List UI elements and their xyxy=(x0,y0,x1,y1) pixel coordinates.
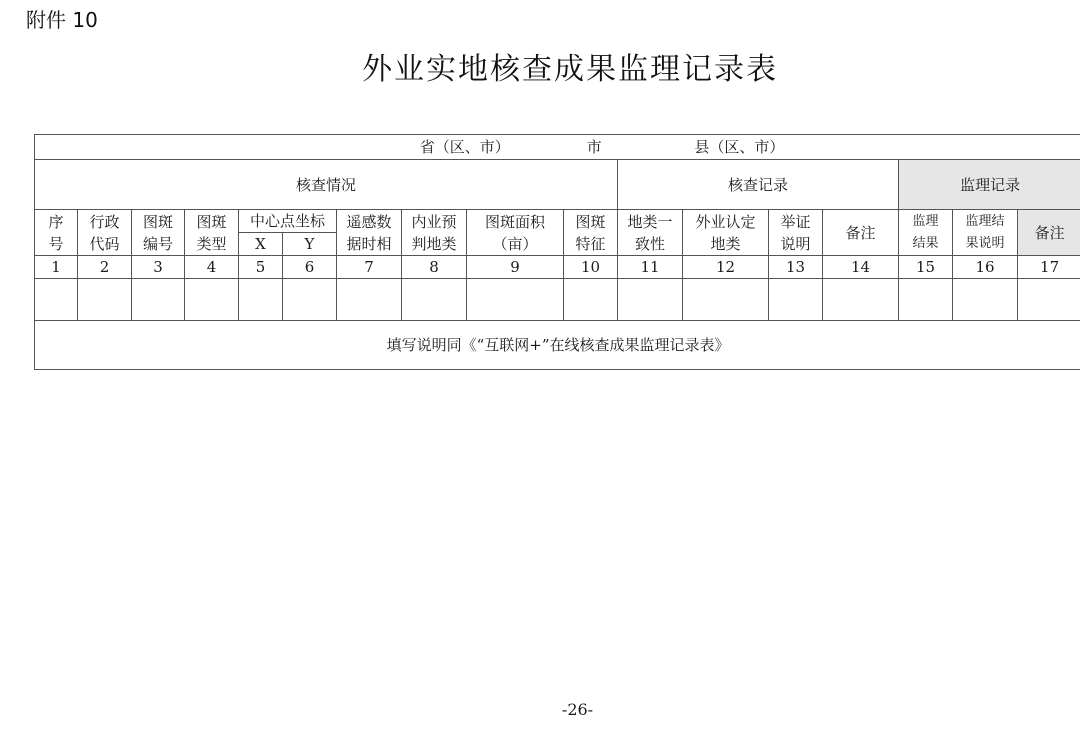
entry-cell[interactable] xyxy=(337,279,402,321)
entry-cell[interactable] xyxy=(78,279,132,321)
column-number: 11 xyxy=(618,256,683,279)
col-patch-area-header: 图斑面积 （亩） xyxy=(467,210,564,256)
entry-cell[interactable] xyxy=(283,279,337,321)
column-number: 16 xyxy=(953,256,1018,279)
column-number: 14 xyxy=(823,256,899,279)
entry-cell[interactable] xyxy=(953,279,1018,321)
col-admin-code-header: 行政 代码 xyxy=(78,210,132,256)
col-serial-header: 序 号 xyxy=(35,210,78,256)
entry-cell[interactable] xyxy=(132,279,185,321)
column-number: 3 xyxy=(132,256,185,279)
entry-cell[interactable] xyxy=(185,279,239,321)
col-supervision-remarks-header: 备注 xyxy=(1018,210,1080,256)
col-remarks-header: 备注 xyxy=(823,210,899,256)
col-supervision-result-header: 监理 结果 xyxy=(899,210,953,256)
col-patch-id-header: 图斑 编号 xyxy=(132,210,185,256)
column-number: 13 xyxy=(769,256,823,279)
entry-cell[interactable] xyxy=(823,279,899,321)
column-number: 9 xyxy=(467,256,564,279)
group-inspection-situation: 核查情况 xyxy=(35,160,618,210)
col-landtype-consistency-header: 地类一 致性 xyxy=(618,210,683,256)
col-patch-type-header: 图斑 类型 xyxy=(185,210,239,256)
entry-cell[interactable] xyxy=(899,279,953,321)
document-title: 外业实地核查成果监理记录表 xyxy=(362,52,778,87)
column-number: 7 xyxy=(337,256,402,279)
column-header-row-1 xyxy=(35,210,1080,233)
column-number: 15 xyxy=(899,256,953,279)
col-imagery-date-header: 遥感数 据时相 xyxy=(337,210,402,256)
entry-cell[interactable] xyxy=(35,279,78,321)
footnote-text: 填写说明同《“互联网+”在线核查成果监理记录表》 xyxy=(35,321,1080,370)
supervision-record-table xyxy=(34,134,1080,370)
column-number: 1 xyxy=(35,256,78,279)
column-number: 10 xyxy=(564,256,618,279)
column-number: 6 xyxy=(283,256,337,279)
entry-cell[interactable] xyxy=(402,279,467,321)
column-number: 17 xyxy=(1018,256,1080,279)
column-number: 5 xyxy=(239,256,283,279)
col-evidence-note-header: 举证 说明 xyxy=(769,210,823,256)
column-number: 12 xyxy=(683,256,769,279)
attachment-label: 附件 10 xyxy=(26,8,98,32)
entry-cell[interactable] xyxy=(564,279,618,321)
region-row xyxy=(35,135,1080,160)
column-number: 2 xyxy=(78,256,132,279)
entry-cell[interactable] xyxy=(618,279,683,321)
entry-cell[interactable] xyxy=(467,279,564,321)
city-field: 市 xyxy=(586,138,602,156)
group-header-row xyxy=(35,160,1080,210)
footnote-row xyxy=(35,321,1080,370)
province-field: 省（区、市） xyxy=(419,138,510,156)
region-cell xyxy=(35,135,1080,160)
col-field-landtype-header: 外业认定 地类 xyxy=(683,210,769,256)
entry-cell[interactable] xyxy=(683,279,769,321)
col-supervision-result-note-header: 监理结 果说明 xyxy=(953,210,1018,256)
col-predicted-landtype-header: 内业预 判地类 xyxy=(402,210,467,256)
page-number: -26- xyxy=(561,700,594,719)
county-field: 县（区、市） xyxy=(694,138,785,156)
col-y-header: Y xyxy=(283,233,337,256)
entry-cell[interactable] xyxy=(239,279,283,321)
column-number: 8 xyxy=(402,256,467,279)
group-inspection-record: 核查记录 xyxy=(618,160,899,210)
col-center-coordinates-header: 中心点坐标 xyxy=(239,210,337,233)
col-patch-feature-header: 图斑 特征 xyxy=(564,210,618,256)
blank-entry-row xyxy=(35,279,1080,321)
entry-cell[interactable] xyxy=(769,279,823,321)
col-x-header: X xyxy=(239,233,283,256)
group-supervision-record: 监理记录 xyxy=(899,160,1080,210)
column-number-row xyxy=(35,256,1080,279)
column-number: 4 xyxy=(185,256,239,279)
entry-cell[interactable] xyxy=(1018,279,1080,321)
